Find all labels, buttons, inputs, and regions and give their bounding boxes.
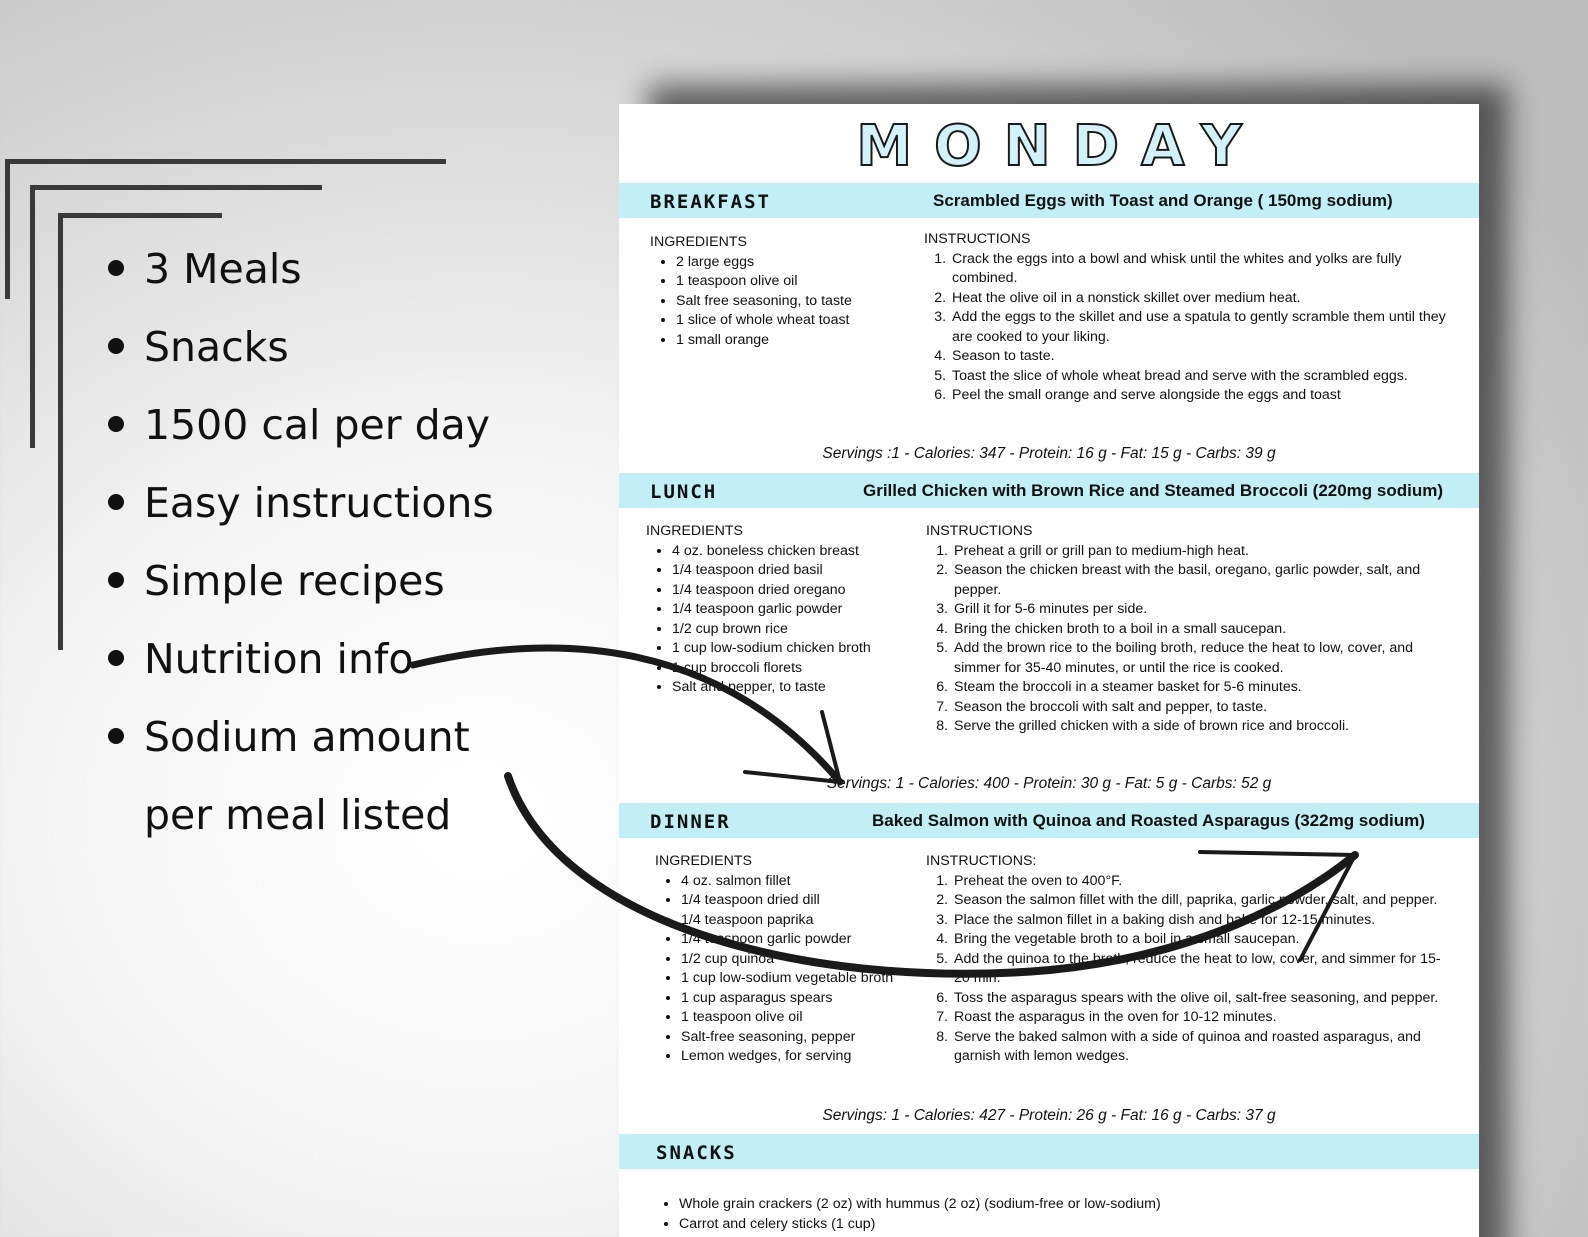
feature-item: 3 Meals [100, 230, 540, 308]
list-item: • 1 cup low-sodium vegetable broth [681, 969, 893, 989]
instructions-heading: INSTRUCTIONS: [926, 853, 1037, 869]
meal-label: DINNER [650, 811, 731, 833]
list-item: • 4 oz. salmon fillet [681, 872, 893, 892]
list-item: 7. Season the broccoli with salt and pepper, to taste. [952, 698, 1451, 718]
feature-list [100, 230, 540, 854]
list-item: • 2 large eggs [676, 253, 852, 273]
dinner-nutrition: Servings: 1 - Calories: 427 - Protein: 26 g - Fat: 16 g - Carbs: 37 g [822, 1107, 1276, 1124]
list-item: 4. Bring the vegetable broth to a boil in a small saucepan. [952, 930, 1451, 950]
dinner-ingredients [655, 852, 893, 1067]
list-item: • 1 cup low-sodium chicken broth [672, 639, 871, 659]
breakfast-instructions [924, 230, 1459, 406]
list-item: 8. Serve the grilled chicken with a side of brown rice and broccoli. [952, 717, 1451, 737]
lunch-instructions [926, 522, 1451, 737]
dinner-header [619, 803, 1479, 838]
list-item: 5. Add the quinoa to the broth, reduce the heat to low, cover, and simmer for 15-20 min. [952, 950, 1451, 989]
list-item: • 1/2 cup brown rice [672, 620, 871, 640]
list-item: 1. Preheat the oven to 400°F. [952, 872, 1451, 892]
list-item: 6. Toss the asparagus spears with the olive oil, salt-free seasoning, and pepper. [952, 989, 1451, 1009]
meal-label: SNACKS [656, 1142, 737, 1164]
list-item: • Carrot and celery sticks (1 cup) [679, 1215, 1161, 1235]
list-item: • 1 cup broccoli florets [672, 659, 871, 679]
ingredients-heading: INGREDIENTS [655, 853, 752, 869]
breakfast-ingredients [650, 233, 852, 350]
ingredients-heading: INGREDIENTS [646, 523, 743, 539]
list-item: • 1/4 teaspoon garlic powder [672, 600, 871, 620]
dish-name: Grilled Chicken with Brown Rice and Steamed Broccoli (220mg sodium) [863, 481, 1444, 500]
dish-name: Baked Salmon with Quinoa and Roasted Asparagus (322mg sodium) [872, 811, 1425, 830]
ingredients-heading: INGREDIENTS [650, 234, 747, 250]
feature-item: Nutrition info [100, 620, 540, 698]
lunch-nutrition: Servings: 1 - Calories: 400 - Protein: 30 g - Fat: 5 g - Carbs: 52 g [826, 775, 1272, 792]
list-item: • 1 teaspoon olive oil [676, 272, 852, 292]
list-item: 5. Add the brown rice to the boiling broth, reduce the heat to low, cover, and simmer for 35-40 minutes, or until the rice is cooked. [952, 639, 1451, 678]
meal-label: BREAKFAST [650, 191, 771, 213]
dinner-instructions [926, 852, 1451, 1067]
list-item: 4. Season to taste. [950, 347, 1459, 367]
page-title: MONDAY [856, 114, 1264, 179]
list-item: • 1 teaspoon olive oil [681, 1008, 893, 1028]
list-item: 3. Add the eggs to the skillet and use a spatula to gently scramble them until they are cooked to your liking. [950, 308, 1459, 347]
list-item: 4. Bring the chicken broth to a boil in a small saucepan. [952, 620, 1451, 640]
instructions-heading: INSTRUCTIONS [924, 231, 1031, 247]
dish-name: Scrambled Eggs with Toast and Orange ( 150mg sodium) [933, 191, 1393, 210]
list-item: 6. Steam the broccoli in a steamer basket for 5-6 minutes. [952, 678, 1451, 698]
list-item: • 1/4 teaspoon garlic powder [681, 930, 893, 950]
snacks-list [654, 1195, 1161, 1234]
breakfast-nutrition: Servings :1 - Calories: 347 - Protein: 16 g - Fat: 15 g - Carbs: 39 g [822, 445, 1276, 462]
list-item: • Whole grain crackers (2 oz) with hummus (2 oz) (sodium-free or low-sodium) [679, 1195, 1161, 1215]
meal-plan-page [619, 104, 1479, 1237]
feature-item: 1500 cal per day [100, 386, 540, 464]
list-item: 2. Heat the olive oil in a nonstick skillet over medium heat. [950, 289, 1459, 309]
meal-label: LUNCH [650, 481, 718, 503]
list-item: • 1/4 teaspoon dried basil [672, 561, 871, 581]
list-item: • 1/2 cup quinoa [681, 950, 893, 970]
feature-item: Simple recipes [100, 542, 540, 620]
snacks-header [619, 1134, 1479, 1169]
list-item: 5. Toast the slice of whole wheat bread and serve with the scrambled eggs. [950, 367, 1459, 387]
list-item: 1. Crack the eggs into a bowl and whisk until the whites and yolks are fully combined. [950, 250, 1459, 289]
lunch-ingredients [646, 522, 871, 698]
lunch-header [619, 473, 1479, 508]
list-item: • 4 oz. boneless chicken breast [672, 542, 871, 562]
list-item: 2. Season the chicken breast with the basil, oregano, garlic powder, salt, and pepper. [952, 561, 1451, 600]
list-item: 7. Roast the asparagus in the oven for 10-12 minutes. [952, 1008, 1451, 1028]
list-item: 3. Grill it for 5-6 minutes per side. [952, 600, 1451, 620]
list-item: 3. Place the salmon fillet in a baking dish and bake for 12-15 minutes. [952, 911, 1451, 931]
list-item: • 1/4 teaspoon dried oregano [672, 581, 871, 601]
list-item: • 1/4 teaspoon dried dill [681, 891, 893, 911]
list-item: 6. Peel the small orange and serve alongside the eggs and toast [950, 386, 1459, 406]
list-item: • Salt and pepper, to taste [672, 678, 871, 698]
list-item: • 1 slice of whole wheat toast [676, 311, 852, 331]
list-item: • 1 small orange [676, 331, 852, 351]
list-item: • Salt-free seasoning, pepper [681, 1028, 893, 1048]
list-item: 1. Preheat a grill or grill pan to medium-high heat. [952, 542, 1451, 562]
instructions-heading: INSTRUCTIONS [926, 523, 1033, 539]
feature-item: Easy instructions [100, 464, 540, 542]
feature-item: Snacks [100, 308, 540, 386]
list-item: • 1 cup asparagus spears [681, 989, 893, 1009]
list-item: 8. Serve the baked salmon with a side of quinoa and roasted asparagus, and garnish with lemon wedges. [952, 1028, 1451, 1067]
feature-item: Sodium amount per meal listed [100, 698, 540, 854]
list-item: • Lemon wedges, for serving [681, 1047, 893, 1067]
breakfast-header [619, 183, 1479, 218]
list-item: • 1/4 teaspoon paprika [681, 911, 893, 931]
list-item: 2. Season the salmon fillet with the dill, paprika, garlic powder, salt, and pepper. [952, 891, 1451, 911]
list-item: • Salt free seasoning, to taste [676, 292, 852, 312]
